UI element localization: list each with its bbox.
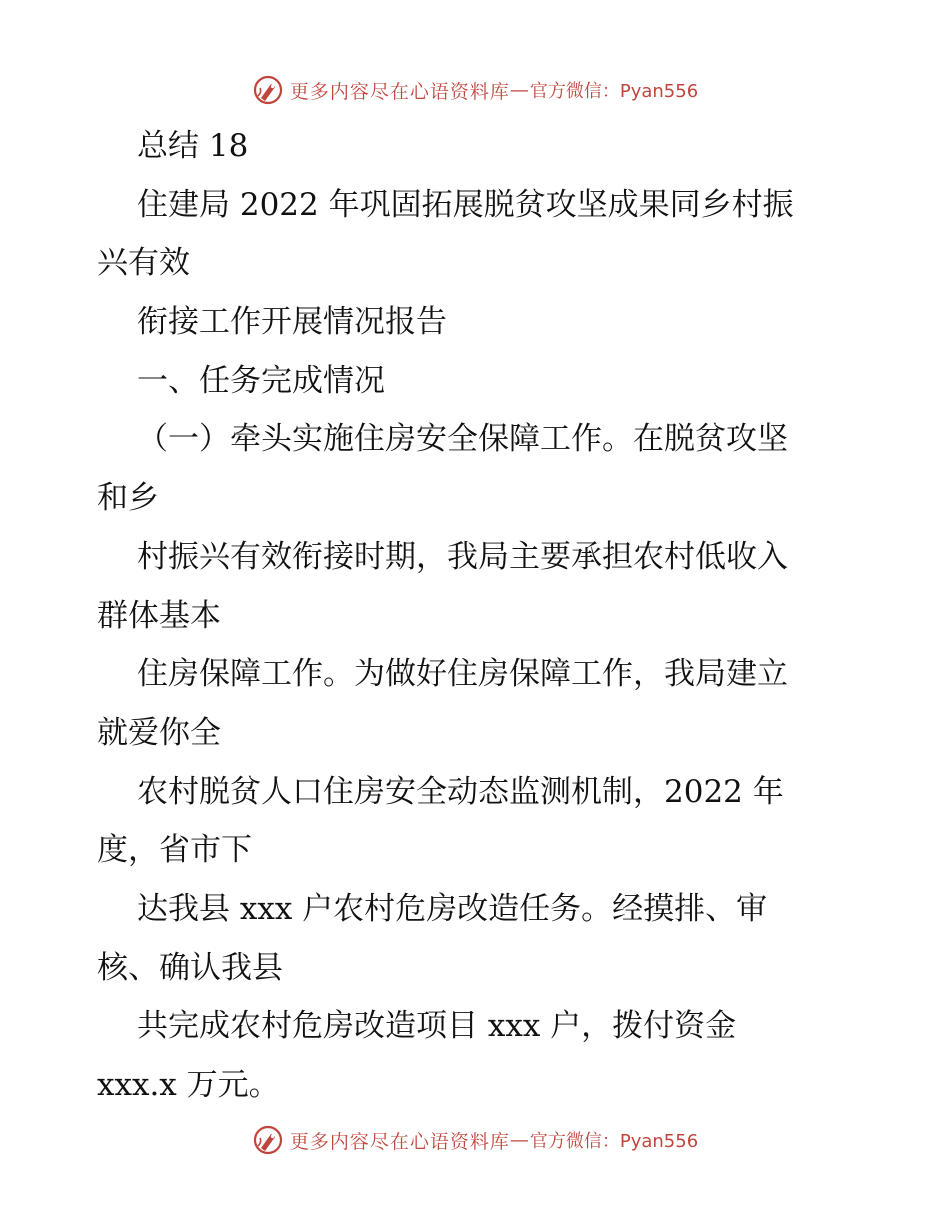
doc-line-title-1: 住建局 2022 年巩固拓展脱贫攻坚成果同乡村振 — [137, 186, 794, 223]
banner-wechat: 官方微信：Pyan556 — [529, 1131, 699, 1152]
doc-line-section-heading: 一、任务完成情况 — [137, 362, 385, 399]
pen-nib-logo-icon — [252, 1124, 284, 1156]
doc-line-paragraph: 共完成农村危房改造项目 xxx 户，拨付资金 — [137, 1008, 737, 1045]
doc-line-paragraph: 度，省市下 — [97, 832, 252, 869]
document-body — [97, 117, 867, 1115]
doc-line-paragraph: 达我县 xxx 户农村危房改造任务。经摸排、审 — [137, 890, 768, 927]
doc-line-paragraph: 农村脱贫人口住房安全动态监测机制，2022 年 — [137, 773, 784, 810]
doc-line-paragraph: xxx.x 万元。 — [97, 1067, 280, 1103]
banner-wechat: 官方微信：Pyan556 — [529, 81, 699, 102]
doc-line-title-2: 兴有效 — [97, 245, 190, 282]
footer-banner — [0, 1120, 950, 1160]
doc-line-paragraph: （一）牵头实施住房安全保障工作。在脱贫攻坚 — [137, 421, 788, 458]
doc-line-paragraph: 群体基本 — [97, 597, 221, 634]
banner-separator: — — [509, 79, 530, 101]
doc-line-title-3: 衔接工作开展情况报告 — [137, 304, 447, 341]
pen-nib-logo-icon — [252, 74, 284, 106]
doc-line-summary-label: 总结 18 — [137, 128, 249, 164]
banner-text: 更多内容尽在心语资料库 — [289, 1130, 510, 1153]
banner-text: 更多内容尽在心语资料库 — [289, 80, 510, 103]
doc-line-paragraph: 就爱你全 — [97, 714, 221, 751]
doc-line-paragraph: 村振兴有效衔接时期，我局主要承担农村低收入 — [137, 538, 788, 575]
doc-line-paragraph: 核、确认我县 — [97, 949, 283, 986]
banner-separator: — — [509, 1129, 530, 1151]
doc-line-paragraph: 住房保障工作。为做好住房保障工作，我局建立 — [137, 656, 788, 693]
header-banner — [0, 70, 950, 110]
doc-line-paragraph: 和乡 — [97, 480, 159, 517]
